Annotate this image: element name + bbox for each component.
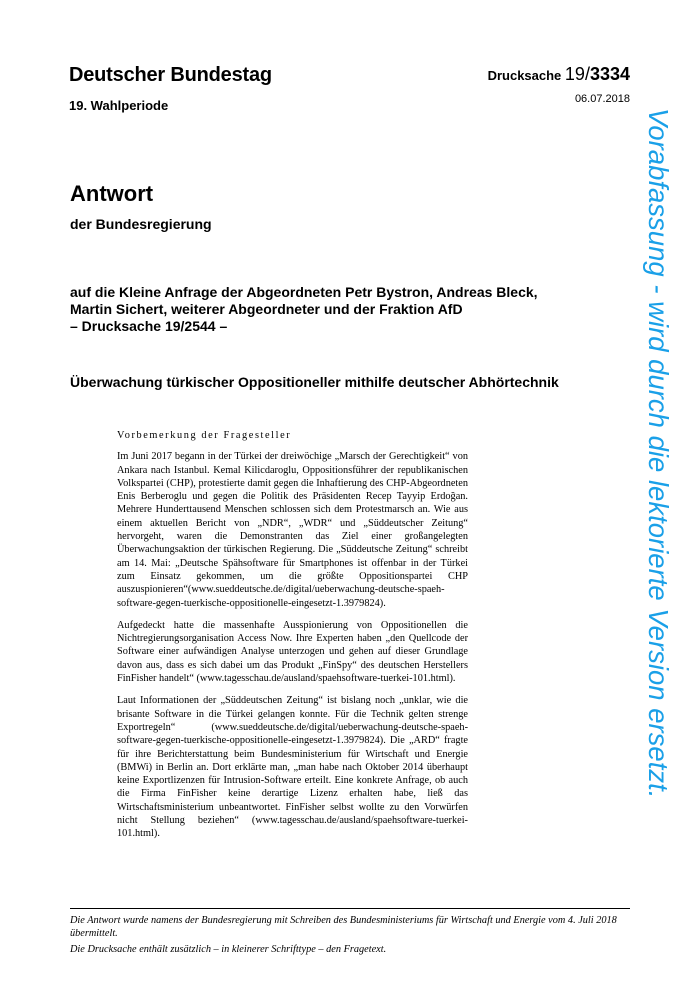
preliminary-remarks <box>117 429 468 850</box>
answer-title: Antwort <box>70 181 154 206</box>
footnote-transmission: Die Antwort wurde namens der Bundesregierung mit Schreiben des Bundesministeriums für Wirtschaft und Energie vom 4. Juli 2018 übermittelt. <box>70 915 617 939</box>
paragraph: Im Juni 2017 begann in der Türkei der dreiwöchige „Marsch der Gerechtigkeit“ von Ankara nach Istanbul. Kemal Kilicdaroglu, Oppositionsführer der republikanischen Volkspartei (CHP), protestierte damit gegen die Inhaftierung des CHP-Abgeordneten Enis Berberoglu und gegen die Politik des Präsidenten Recep Tayyip Erdoğan. Mehrere Hunderttausend Menschen schlossen sich dem Protestmarsch an. Wie aus einem aktuellen Bericht von „NDR“, „WDR“ und „Süddeutscher Zeitung“ hervorgeht, waren die Demonstranten das Ziel einer großangelegten Überwachungsaktion der türkischen Regierung. Die „Süddeutsche Zeitung“ schreibt am 14. Mai: „Deutsche Spähsoftware für Smartphones ist offenbar in der Türkei zum Einsatz gekommen, um die größte Oppositionspartei CHP auszuspionieren“(www.sueddeutsche.de/digital/ueberwachung-deutsche-spaeh-software-gegen-tuerkische-oppositionelle-eingesetzt-1.3979824). <box>117 451 468 609</box>
legislative-period: 19. Wahlperiode <box>69 98 169 113</box>
inquiry-line: auf die Kleine Anfrage der Abgeordneten Petr Bystron, Andreas Bleck, <box>70 284 538 300</box>
drucksache-line <box>488 64 630 86</box>
answer-subtitle: der Bundesregierung <box>70 216 212 232</box>
watermark-text: Vorabfassung - wird durch die lektorierte Version ersetzt. <box>643 108 674 799</box>
preliminary-heading: Vorbemerkung der Fragesteller <box>117 430 292 441</box>
drucksache-number: 19/3334 <box>564 64 630 84</box>
inquiry-line: – Drucksache 19/2544 – <box>70 318 228 334</box>
footnote-typeface: Die Drucksache enthält zusätzlich – in kleinerer Schrifttype – den Fragetext. <box>70 944 387 955</box>
paragraph: Aufgedeckt hatte die massenhafte Ausspionierung von Oppositionellen die Nichtregierungsorganisation Access Now. Ihre Experten haben „den Quellcode der Software einer aufwändigen Analyse unterzogen und gehen auf dieser Grundlage davon aus, dass es sich dabei um das Produkt „FinSpy“ des deutschen Herstellers FinFisher handelt“ (www.tagesschau.de/ausland/spaehsoftware-tuerkei-101.html). <box>117 619 468 685</box>
header-right <box>488 64 630 105</box>
header-left <box>69 64 272 113</box>
drucksache-label: Drucksache <box>487 68 562 83</box>
institution-title: Deutscher Bundestag <box>69 64 272 86</box>
inquiry-line: Martin Sichert, weiterer Abgeordneter und der Fraktion AfD <box>70 301 463 317</box>
topic-title: Überwachung türkischer Oppositioneller mithilfe deutscher Abhörtechnik <box>70 374 559 390</box>
footnote-divider <box>70 908 630 909</box>
paragraph: Laut Informationen der „Süddeutschen Zeitung“ ist bislang noch „unklar, wie die brisante Software in die Türkei gelangen konnte. Für die Technik gelten strenge Exportregeln“ (www.sueddeutsche.de/digital/ueberwachung-deutsche-spaeh-software-gegen-tuerkische-oppositionelle-eingesetzt-1.3979824). Die „ARD“ fragte für ihre Berichterstattung beim Bundesministerium für Wirtschaft und Energie (BMWi) in Berlin an. Dort erklärte man, „man habe nach Oktober 2014 überhaupt keine Exportlizenzen für Intrusion-Software erteilt. Eine konkrete Anfrage, ob auch die Firma FinFisher keine derartige Lizenz erhalten habe, ließ das Wirtschaftsministerium unbeantwortet. FinFisher selbst wollte zu den Vorwürfen nicht Stellung beziehen“ (www.tagesschau.de/ausland/spaehsoftware-tuerkei-101.html). <box>117 695 468 840</box>
document-date: 06.07.2018 <box>574 93 630 105</box>
inquiry-block <box>70 284 610 335</box>
